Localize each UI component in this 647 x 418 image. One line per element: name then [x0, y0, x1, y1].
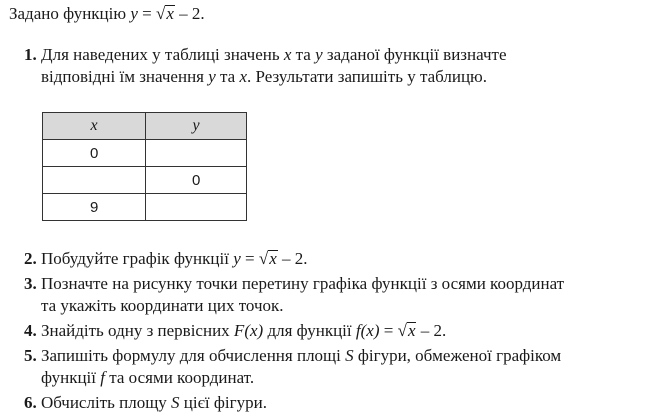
cell-x[interactable]: 9 — [43, 194, 146, 221]
problem-statement — [9, 4, 205, 24]
cell-y[interactable] — [146, 140, 247, 167]
cell-y[interactable] — [146, 194, 247, 221]
task-text: фігури, обмеженої графіком — [353, 346, 562, 365]
task-text: заданої функції визначте — [322, 45, 507, 64]
task-text: та — [215, 67, 240, 86]
radicand-x: x — [269, 249, 277, 268]
task-text: Запишіть формулу для обчислення площі — [41, 346, 346, 365]
cell-x[interactable] — [43, 167, 146, 194]
task-text: . Результати запишіть у таблицю. — [247, 67, 487, 86]
task-number: 2. — [24, 249, 37, 268]
task-text: Побудуйте графік функції — [41, 249, 234, 268]
task-4 — [24, 320, 446, 342]
var-S: S — [345, 346, 354, 365]
task-5 — [24, 345, 561, 389]
header-x: x — [43, 113, 146, 140]
task-text: та — [291, 45, 316, 64]
var-f: f — [355, 321, 361, 340]
table-header-row — [43, 113, 247, 140]
task-text: цієї фігури. — [179, 393, 267, 412]
sqrt-radicand — [165, 5, 175, 22]
intro-var-y: y — [130, 4, 138, 23]
var-y: y — [208, 67, 216, 86]
arg-x: (x) — [244, 321, 264, 340]
sqrt-symbol: √ — [258, 249, 269, 268]
task-text: Обчисліть площу — [41, 393, 172, 412]
table-row — [43, 140, 247, 167]
radicand-x: x — [407, 321, 416, 340]
task-number: 5. — [24, 346, 37, 365]
task-2 — [24, 248, 307, 270]
eq: = — [240, 249, 259, 268]
task-text: функції — [41, 368, 101, 387]
var-x: x — [283, 45, 292, 64]
task-text: та укажіть координати цих точок. — [41, 296, 284, 315]
radicand-x: x — [166, 4, 174, 23]
cell-x[interactable]: 0 — [43, 140, 146, 167]
sqrt-symbol: √ — [155, 4, 166, 23]
task-number: 1. — [24, 45, 37, 64]
var-x: x — [239, 67, 248, 86]
task-text: для функції — [263, 321, 356, 340]
task-3 — [24, 273, 564, 317]
intro-suffix: – 2. — [174, 4, 205, 23]
task-6 — [24, 392, 267, 414]
var-y: y — [315, 45, 323, 64]
var-S: S — [171, 393, 180, 412]
cell-y[interactable]: 0 — [146, 167, 247, 194]
var-y: y — [233, 249, 241, 268]
sqrt-radicand — [268, 250, 278, 267]
eq: = — [379, 321, 398, 340]
intro-text: Задано функцію — [9, 4, 131, 23]
task-text: відповідні їм значення — [41, 67, 209, 86]
sqrt-symbol: √ — [397, 321, 407, 340]
task-text: Для наведених у таблиці значень — [41, 45, 284, 64]
task-text: Позначте на рисунку точки перетину графіка функції з осями координат — [41, 274, 565, 293]
task-text: – 2. — [277, 249, 308, 268]
var-F: F — [233, 321, 245, 340]
var-f: f — [100, 368, 105, 387]
task-text: – 2. — [416, 321, 447, 340]
header-y: y — [146, 113, 247, 140]
values-table — [42, 112, 247, 221]
arg-x: (x) — [360, 321, 380, 340]
task-number: 4. — [24, 321, 37, 340]
task-text: та осями координат. — [104, 368, 255, 387]
table-row — [43, 194, 247, 221]
task-1 — [24, 44, 507, 88]
task-number: 3. — [24, 274, 37, 293]
task-number: 6. — [24, 393, 37, 412]
intro-eq: = — [137, 4, 156, 23]
table-row — [43, 167, 247, 194]
task-text: Знайдіть одну з первісних — [41, 321, 234, 340]
